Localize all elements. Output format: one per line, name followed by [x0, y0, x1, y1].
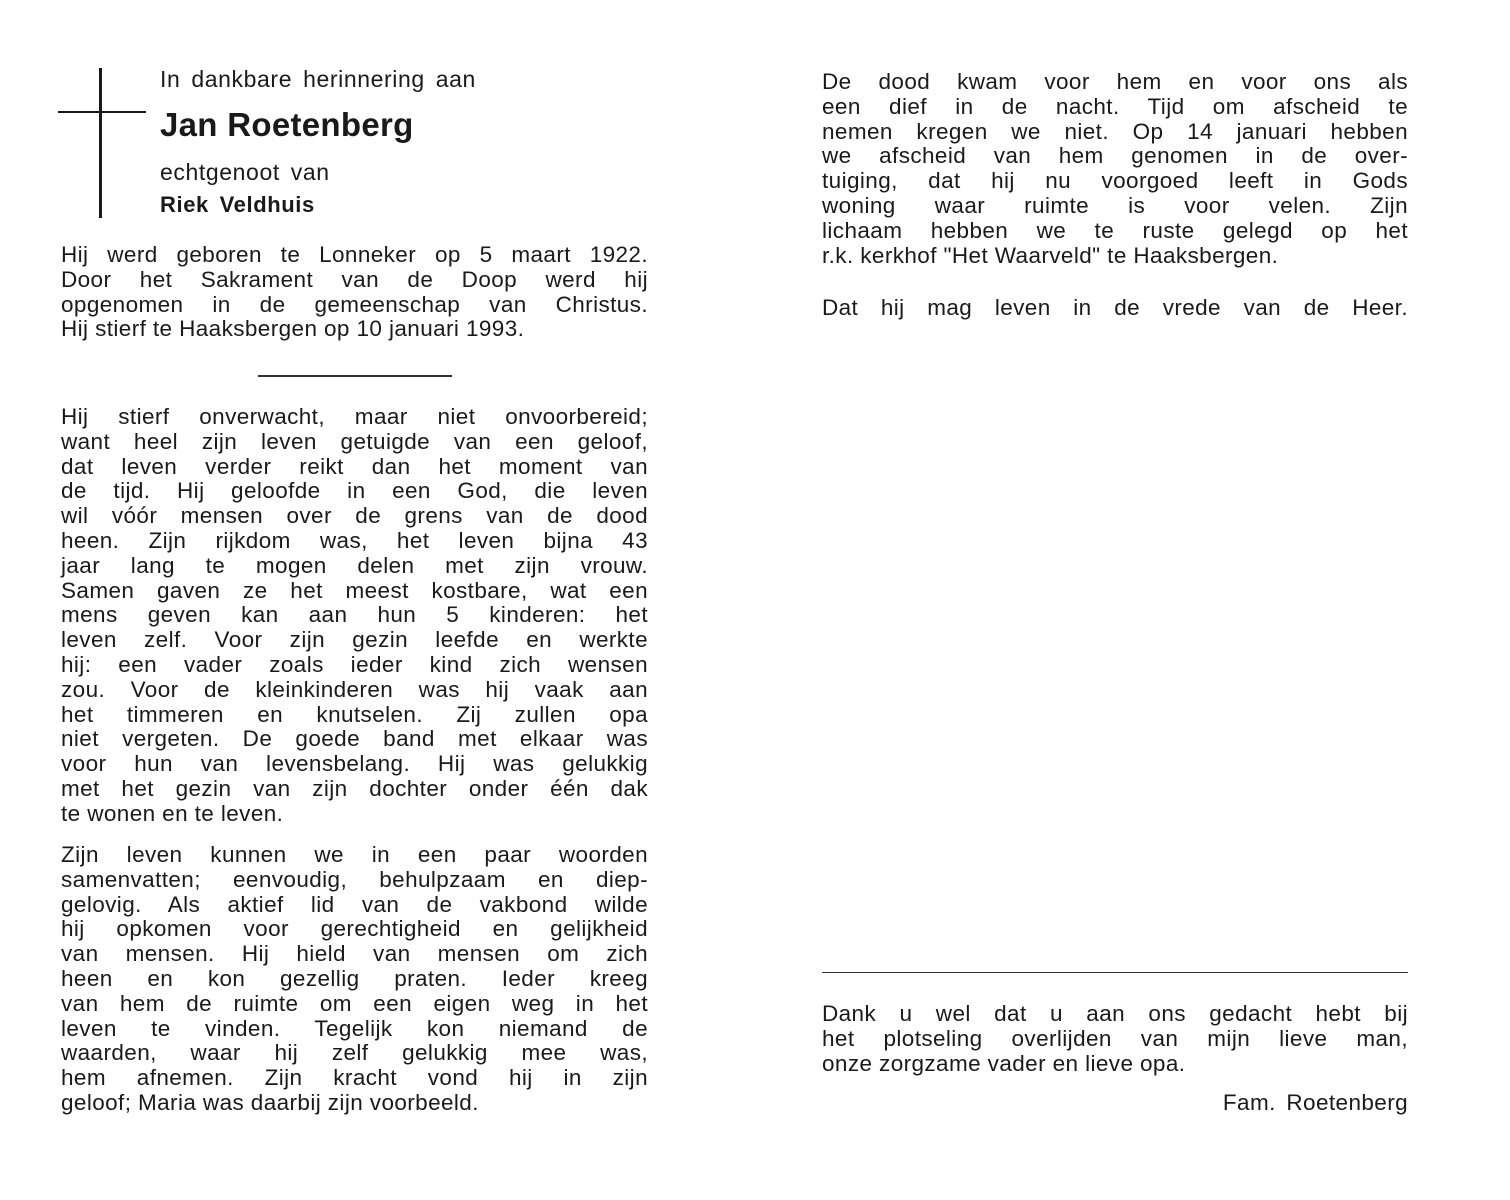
text-line: heen. Zijn rijkdom was, het leven bijna 43	[61, 527, 648, 553]
text-line: dat leven verder reikt dan het moment van	[61, 453, 648, 479]
character-paragraph	[61, 843, 648, 1116]
text-line: woning waar ruimte is voor velen. Zijn	[822, 192, 1408, 218]
text-line: de tijd. Hij geloofde in een God, die leven	[61, 478, 648, 504]
intro-text: In dankbare herinnering aan	[160, 66, 476, 92]
divider	[822, 972, 1408, 973]
text-line: geloof; Maria was daarbij zijn voorbeeld.	[61, 1089, 479, 1115]
text-line: mens geven kan aan hun 5 kinderen: het	[61, 602, 648, 628]
divider	[258, 375, 452, 377]
text-line: onze zorgzame vader en lieve opa.	[822, 1050, 1186, 1076]
text-line: heen en kon gezellig praten. Ieder kreeg	[61, 965, 648, 991]
text-line: Hij stierf onverwacht, maar niet onvoorbereid;	[61, 404, 648, 429]
text-line: leven te vinden. Tegelijk kon niemand de	[61, 1015, 648, 1041]
text-line: Hij stierf te Haaksbergen op 10 januari 1993.	[61, 316, 525, 342]
text-line: voor hun van levensbelang. Hij was gelukkig	[61, 751, 648, 777]
text-line: het timmeren en knutselen. Zij zullen opa	[61, 701, 648, 727]
text-line: hij: een vader zoals ieder kind zich wensen	[61, 651, 648, 677]
text-line: lichaam hebben we te ruste gelegd op het	[822, 217, 1408, 243]
family-signature: Fam. Roetenberg	[1222, 1090, 1408, 1115]
text-line: we afscheid van hem genomen in de over-	[822, 143, 1408, 169]
text-line: Samen gaven ze het meest kostbare, wat een	[61, 577, 648, 603]
text-line: niet vergeten. De goede band met elkaar was	[61, 726, 648, 752]
text-line: het plotseling overlijden van mijn lieve man,	[822, 1025, 1408, 1051]
text-line: hem afnemen. Zijn kracht vond hij in zijn	[61, 1065, 648, 1091]
prayer-paragraph	[822, 296, 1408, 321]
text-line: waarden, waar hij zelf gelukkig mee was,	[61, 1040, 648, 1066]
text-line: van hem de ruimte om een eigen weg in het	[61, 990, 648, 1016]
text-line: een dief in de nacht. Tijd om afscheid te	[822, 93, 1408, 119]
text-line: leven zelf. Voor zijn gezin leefde en werkte	[61, 627, 648, 653]
text-line: want heel zijn leven getuigde van een geloof,	[61, 428, 648, 454]
text-line: te wonen en te leven.	[61, 800, 284, 826]
death-paragraph	[822, 70, 1408, 268]
birth-paragraph	[61, 243, 648, 342]
text-line: tuiging, dat hij nu voorgoed leeft in Gods	[822, 168, 1408, 194]
text-line: nemen kregen we niet. Op 14 januari hebben	[822, 118, 1408, 144]
text-line: Dat hij mag leven in de vrede van de Heer.	[822, 295, 1408, 320]
text-line: hij opkomen voor gerechtigheid en gelijkheid	[61, 916, 648, 942]
text-line: zou. Voor de kleinkinderen was hij vaak aan	[61, 676, 648, 702]
text-line: met het gezin van zijn dochter onder één dak	[61, 775, 648, 801]
text-line: wil vóór mensen over de grens van de dood	[61, 503, 648, 529]
cross-icon	[99, 68, 102, 218]
text-line: jaar lang te mogen delen met zijn vrouw.	[61, 552, 648, 578]
text-line: gelovig. Als aktief lid van de vakbond wilde	[61, 891, 648, 917]
text-line: Door het Sakrament van de Doop werd hij	[61, 266, 648, 292]
spouse-name: Riek Veldhuis	[160, 192, 315, 217]
text-line: Dank u wel dat u aan ons gedacht hebt bij	[822, 1001, 1408, 1026]
text-line: van mensen. Hij hield van mensen om zich	[61, 941, 648, 967]
text-line: De dood kwam voor hem en voor ons als	[822, 69, 1408, 94]
spouse-label: echtgenoot van	[160, 159, 330, 185]
text-line: Zijn leven kunnen we in een paar woorden	[61, 842, 648, 867]
text-line: r.k. kerkhof "Het Waarveld" te Haaksbergen.	[822, 242, 1279, 268]
deceased-name: Jan Roetenberg	[160, 106, 414, 143]
cross-icon-bar	[58, 111, 146, 113]
text-line: samenvatten; eenvoudig, behulpzaam en diep-	[61, 866, 648, 892]
text-line: Hij werd geboren te Lonneker op 5 maart 1922.	[61, 242, 648, 267]
text-line: opgenomen in de gemeenschap van Christus.	[61, 291, 648, 317]
thanks-paragraph	[822, 1002, 1408, 1076]
life-paragraph	[61, 405, 648, 827]
